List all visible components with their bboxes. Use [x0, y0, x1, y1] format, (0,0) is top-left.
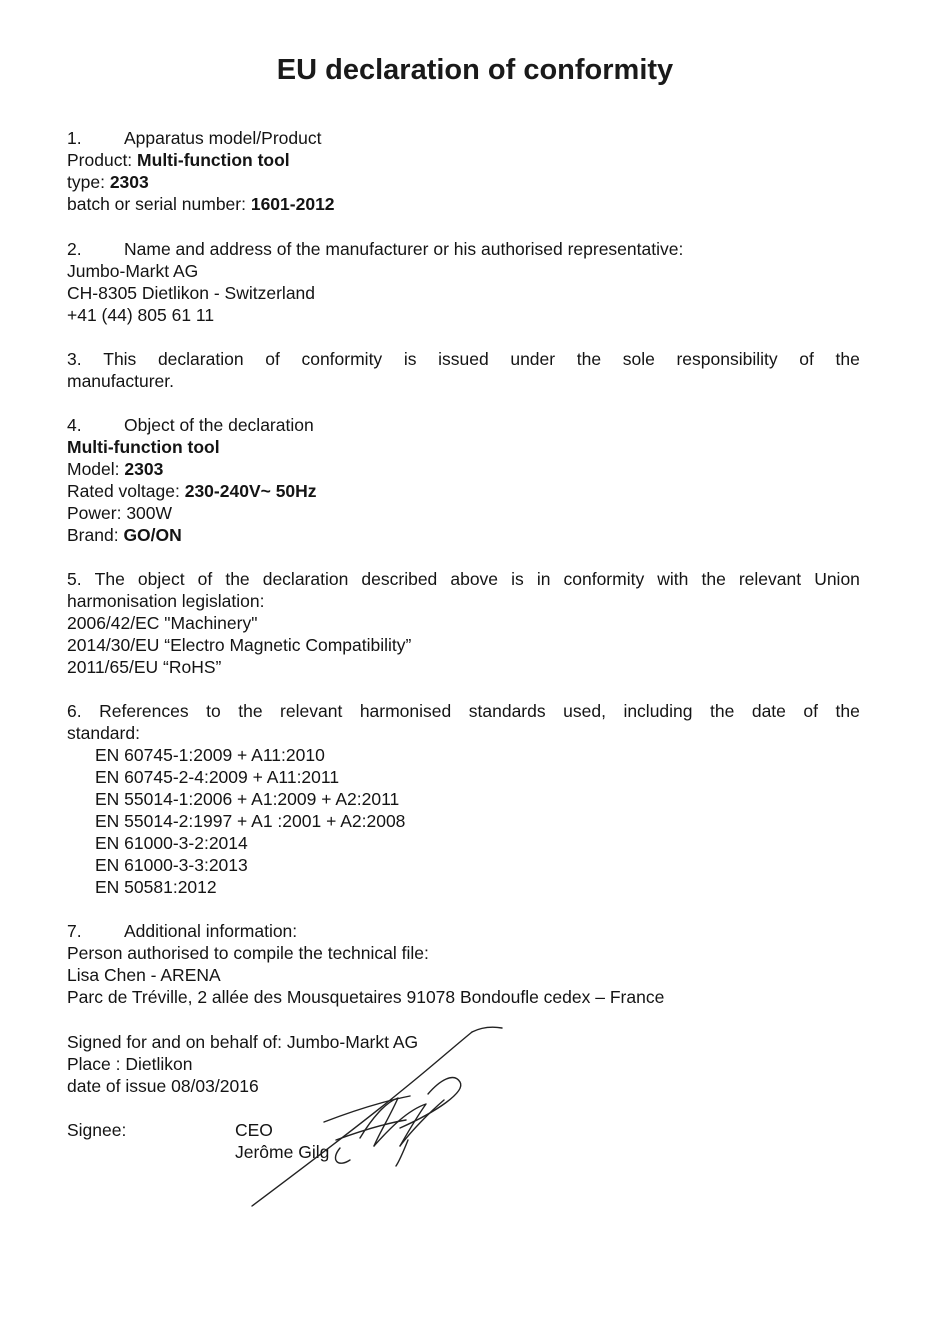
section-7-heading	[67, 920, 297, 942]
standard-item: EN 61000-3-3:2013	[95, 855, 248, 875]
handwritten-signature	[240, 1020, 520, 1220]
type-line	[67, 171, 149, 193]
product-label: Product:	[67, 150, 138, 170]
signee-label: Signee:	[67, 1120, 127, 1140]
section-heading: Object of the declaration	[124, 415, 314, 435]
section-number: 3.	[67, 349, 82, 369]
word: of	[803, 701, 819, 721]
word: declaration	[262, 569, 349, 589]
word: of	[265, 349, 280, 369]
word: The	[94, 569, 125, 589]
word: with	[657, 569, 689, 589]
standard-item: EN 55014-1:2006 + A1:2009 + A2:2011	[95, 789, 400, 809]
word: object	[137, 569, 185, 589]
type-value: 2303	[109, 172, 149, 192]
word: including	[623, 701, 693, 721]
word: responsibility	[676, 349, 778, 369]
standard-item: EN 50581:2012	[95, 877, 217, 897]
section-3-line-1	[67, 348, 860, 370]
word: Union	[814, 569, 860, 589]
section-2-heading	[67, 238, 683, 260]
brand-value: GO/ON	[123, 525, 182, 545]
signee-name: Jerôme Gilg	[235, 1142, 330, 1162]
word: under	[510, 349, 556, 369]
section-5-line-1	[67, 568, 860, 590]
signed-on-behalf: Signed for and on behalf of: Jumbo-Markt AG	[67, 1032, 419, 1052]
section-1-heading	[67, 127, 321, 149]
word: the	[225, 569, 250, 589]
word: described	[361, 569, 438, 589]
section-number: 4.	[67, 415, 82, 435]
section-5-line-2: harmonisation legislation:	[67, 591, 265, 611]
word: issued	[438, 349, 489, 369]
model-label: Model:	[67, 459, 125, 479]
section-heading: Name and address of the manufacturer or his authorised representative:	[124, 239, 684, 259]
word: conformity	[301, 349, 383, 369]
manufacturer-name: Jumbo-Markt AG	[67, 261, 199, 281]
word: relevant	[280, 701, 343, 721]
word: date	[751, 701, 786, 721]
authorised-address: Parc de Tréville, 2 allée des Mousquetaires 91078 Bondoufle cedex – France	[67, 987, 665, 1007]
word: sole	[622, 349, 655, 369]
standard-item: EN 60745-1:2009 + A11:2010	[95, 745, 325, 765]
word: of	[197, 569, 213, 589]
brand-label: Brand:	[67, 525, 124, 545]
signing-place: Place : Dietlikon	[67, 1054, 193, 1074]
document-title: EU declaration of conformity	[276, 54, 674, 86]
model-line	[67, 458, 163, 480]
word: standards	[468, 701, 546, 721]
signee-role: CEO	[235, 1120, 273, 1140]
word: declaration	[157, 349, 244, 369]
word: used,	[563, 701, 606, 721]
manufacturer-address: CH-8305 Dietlikon - Switzerland	[67, 283, 316, 303]
word: the	[835, 701, 860, 721]
issue-date: date of issue 08/03/2016	[67, 1076, 259, 1096]
additional-info-line: Person authorised to compile the technical file:	[67, 943, 429, 963]
section-number: 2.	[67, 239, 82, 259]
voltage-line	[67, 480, 317, 502]
standard-item: EN 60745-2-4:2009 + A11:2011	[95, 767, 340, 787]
section-number: 5.	[67, 569, 82, 589]
word: above	[450, 569, 499, 589]
section-heading: Additional information:	[124, 921, 298, 941]
section-6-line-2: standard:	[67, 723, 140, 743]
word: the	[710, 701, 735, 721]
word: relevant	[738, 569, 802, 589]
object-product: Multi-function tool	[67, 437, 220, 457]
section-4-heading	[67, 414, 314, 436]
batch-value: 1601-2012	[250, 194, 335, 214]
section-heading: Apparatus model/Product	[124, 128, 322, 148]
section-number: 7.	[67, 921, 82, 941]
brand-line	[67, 524, 182, 546]
word: is	[511, 569, 524, 589]
word: References	[99, 701, 189, 721]
word: the	[835, 349, 860, 369]
product-line	[67, 149, 290, 171]
voltage-value: 230-240V~ 50Hz	[184, 481, 317, 501]
batch-line	[67, 193, 335, 215]
product-value: Multi-function tool	[137, 150, 290, 170]
word: of	[799, 349, 814, 369]
type-label: type:	[67, 172, 110, 192]
manufacturer-phone: +41 (44) 805 61 11	[67, 305, 215, 325]
model-value: 2303	[124, 459, 164, 479]
word: This	[103, 349, 137, 369]
batch-label: batch or serial number:	[67, 194, 251, 214]
word: to	[206, 701, 221, 721]
word: is	[403, 349, 417, 369]
standard-item: EN 55014-2:1997 + A1 :2001 + A2:2008	[95, 811, 406, 831]
section-6-line-1	[67, 700, 860, 722]
power-line: Power: 300W	[67, 503, 173, 523]
section-3-line-2: manufacturer.	[67, 371, 174, 391]
section-number: 1.	[67, 128, 82, 148]
word: the	[576, 349, 602, 369]
word: the	[238, 701, 263, 721]
standard-item: EN 61000-3-2:2014	[95, 833, 248, 853]
word: the	[701, 569, 726, 589]
word: harmonised	[359, 701, 452, 721]
directive-item: 2014/30/EU “Electro Magnetic Compatibility”	[67, 635, 412, 655]
voltage-label: Rated voltage:	[67, 481, 185, 501]
word: in	[536, 569, 551, 589]
directive-item: 2011/65/EU “RoHS”	[67, 657, 222, 677]
word: conformity	[563, 569, 645, 589]
section-number: 6.	[67, 701, 82, 721]
authorised-person: Lisa Chen - ARENA	[67, 965, 221, 985]
directive-item: 2006/42/EC "Machinery"	[67, 613, 258, 633]
